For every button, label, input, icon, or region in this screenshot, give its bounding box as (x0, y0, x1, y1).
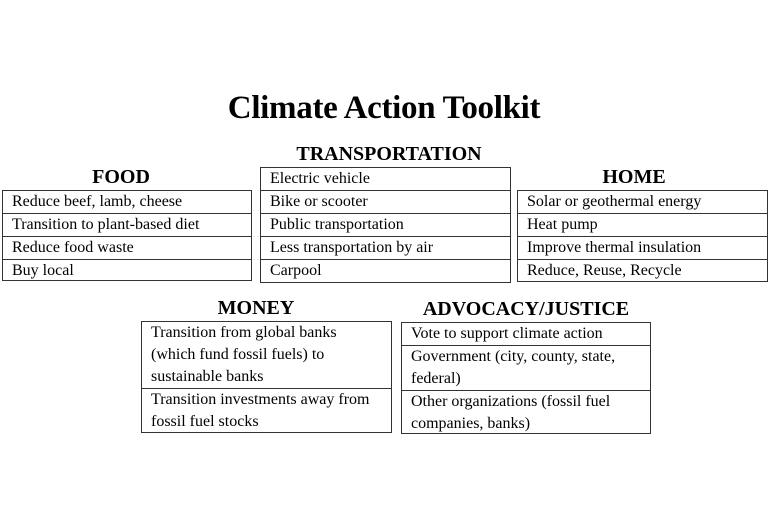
home-list (517, 190, 768, 282)
money-item: Transition investments away from fossil fuel stocks (151, 391, 370, 430)
transportation-item: Bike or scooter (261, 191, 510, 214)
transportation-item: Less transportation by air (261, 237, 510, 260)
home-heading: HOME (602, 166, 666, 188)
advocacy-item: Vote to support climate action (402, 323, 650, 346)
money-heading: MONEY (217, 297, 295, 319)
page-title: Climate Action Toolkit (227, 90, 541, 126)
advocacy-heading: ADVOCACY/JUSTICE (422, 298, 630, 320)
home-item: Heat pump (518, 214, 767, 237)
transportation-item: Public transportation (261, 214, 510, 237)
food-list (2, 190, 252, 281)
money-list (141, 321, 392, 433)
money-item: Transition from global banks (which fund fossil fuels) to sustainable banks (142, 322, 391, 389)
food-heading: FOOD (92, 166, 150, 188)
home-item: Reduce, Reuse, Recycle (527, 262, 682, 279)
transportation-item: Electric vehicle (261, 168, 510, 191)
home-item: Solar or geothermal energy (518, 191, 767, 214)
transportation-list (260, 167, 511, 283)
food-item: Reduce food waste (3, 237, 251, 260)
food-item: Buy local (12, 262, 74, 279)
advocacy-item: Other organizations (fossil fuel companies, banks) (411, 393, 611, 432)
transportation-item: Carpool (270, 262, 322, 279)
home-item: Improve thermal insulation (518, 237, 767, 260)
advocacy-list (401, 322, 651, 434)
advocacy-item: Government (city, county, state, federal) (402, 346, 650, 391)
food-item: Reduce beef, lamb, cheese (3, 191, 251, 214)
transportation-heading: TRANSPORTATION (296, 143, 482, 165)
food-item: Transition to plant-based diet (3, 214, 251, 237)
